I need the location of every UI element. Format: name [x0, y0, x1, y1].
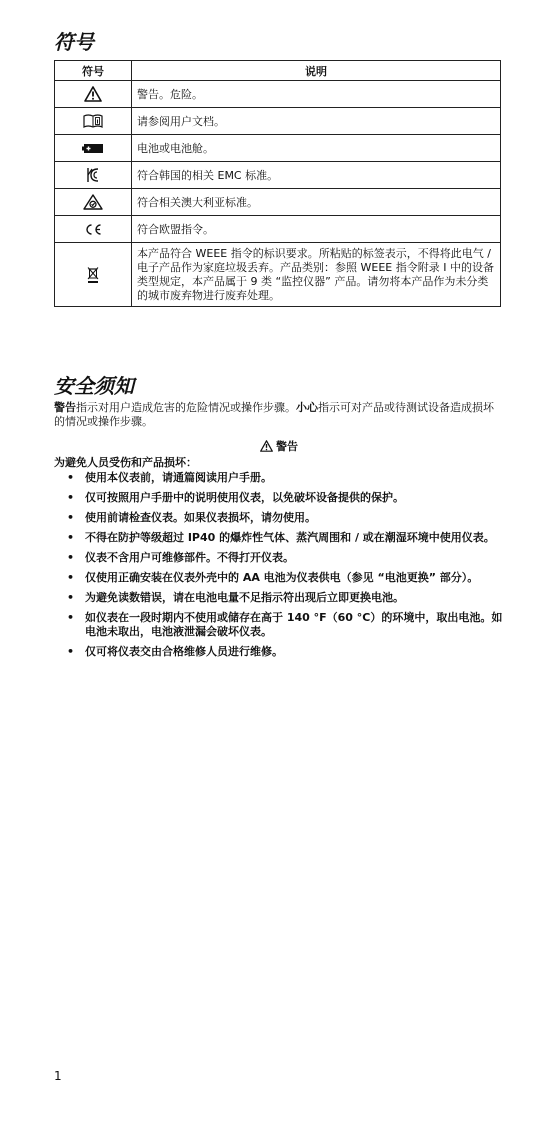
safety-list	[54, 471, 504, 665]
list-item: • 仅可将仪表交由合格维修人员进行维修。	[54, 645, 504, 659]
warning-triangle-icon	[84, 86, 102, 102]
list-item: • 仅可按照用户手册中的说明使用仪表，以免破坏设备提供的保护。	[54, 491, 504, 505]
warning-triangle-icon	[260, 440, 273, 452]
battery-icon	[82, 143, 104, 154]
row-text: 请参阅用户文档。	[132, 108, 501, 135]
list-item: • 仅使用正确安装在仪表外壳中的 AA 电池为仪表供电（参见 “电池更换” 部分）。	[54, 571, 504, 585]
symbols-table	[54, 60, 501, 307]
korean-kc-mark-icon	[86, 167, 100, 183]
row-text: 符合韩国的相关 EMC 标准。	[132, 162, 501, 189]
table-row	[55, 189, 501, 216]
list-item: • 不得在防护等级超过 IP40 的爆炸性气体、蒸汽周围和 / 或在潮湿环境中使用仪表。	[54, 531, 504, 545]
list-item: • 如仪表在一段时期内不使用或储存在高于 140 °F（60 °C）的环境中，取出电池。如电池未取出，电池液泄漏会破坏仪表。	[54, 611, 504, 639]
row-text: 警告。危险。	[132, 81, 501, 108]
safety-intro	[54, 401, 504, 429]
table-row	[55, 162, 501, 189]
weee-crossed-bin-icon	[87, 266, 99, 284]
table-row	[55, 81, 501, 108]
intro-text-1: 指示对用户造成危害的危险情况或操作步骤。	[76, 401, 296, 414]
header-symbol: 符号	[55, 61, 132, 81]
table-row	[55, 135, 501, 162]
page-number: 1	[54, 1069, 62, 1083]
table-row	[55, 243, 501, 307]
list-item: • 使用本仪表前，请通篇阅读用户手册。	[54, 471, 504, 485]
list-item: • 仪表不含用户可维修部件。不得打开仪表。	[54, 551, 504, 565]
australian-rcm-mark-icon	[83, 194, 103, 210]
row-text: 本产品符合 WEEE 指令的标识要求。所粘贴的标签表示，不得将此电气 / 电子产品作为家庭垃圾丢弃。产品类别：参照 WEEE 指令附录 I 中的设备类型规定，本产品属于 9 类 “监控仪器” 产品。请勿将本产品作为未分类的城市废弃物进行废弃处理。	[132, 243, 501, 307]
symbols-title: 符号	[54, 30, 94, 54]
safety-lead: 为避免人员受伤和产品损坏：	[54, 456, 197, 469]
row-text: 符合相关澳大利亚标准。	[132, 189, 501, 216]
list-item: • 使用前请检查仪表。如果仪表损坏，请勿使用。	[54, 511, 504, 525]
row-text: 电池或电池舱。	[132, 135, 501, 162]
row-text: 符合欧盟指令。	[132, 216, 501, 243]
header-description: 说明	[132, 61, 501, 81]
caution-term: 小心	[296, 401, 318, 414]
safety-title: 安全须知	[54, 374, 134, 398]
warning-heading-text: 警告	[276, 440, 298, 453]
intro-text-2: 指示可对产品或待测试设备造成损坏的情况或操作步骤。	[54, 401, 494, 428]
warning-term: 警告	[54, 401, 76, 414]
consult-documentation-icon	[83, 114, 103, 128]
ce-mark-icon	[84, 224, 102, 235]
table-row	[55, 108, 501, 135]
table-row	[55, 216, 501, 243]
warning-heading	[54, 438, 504, 454]
list-item: • 为避免读数错误，请在电池电量不足指示符出现后立即更换电池。	[54, 591, 504, 605]
